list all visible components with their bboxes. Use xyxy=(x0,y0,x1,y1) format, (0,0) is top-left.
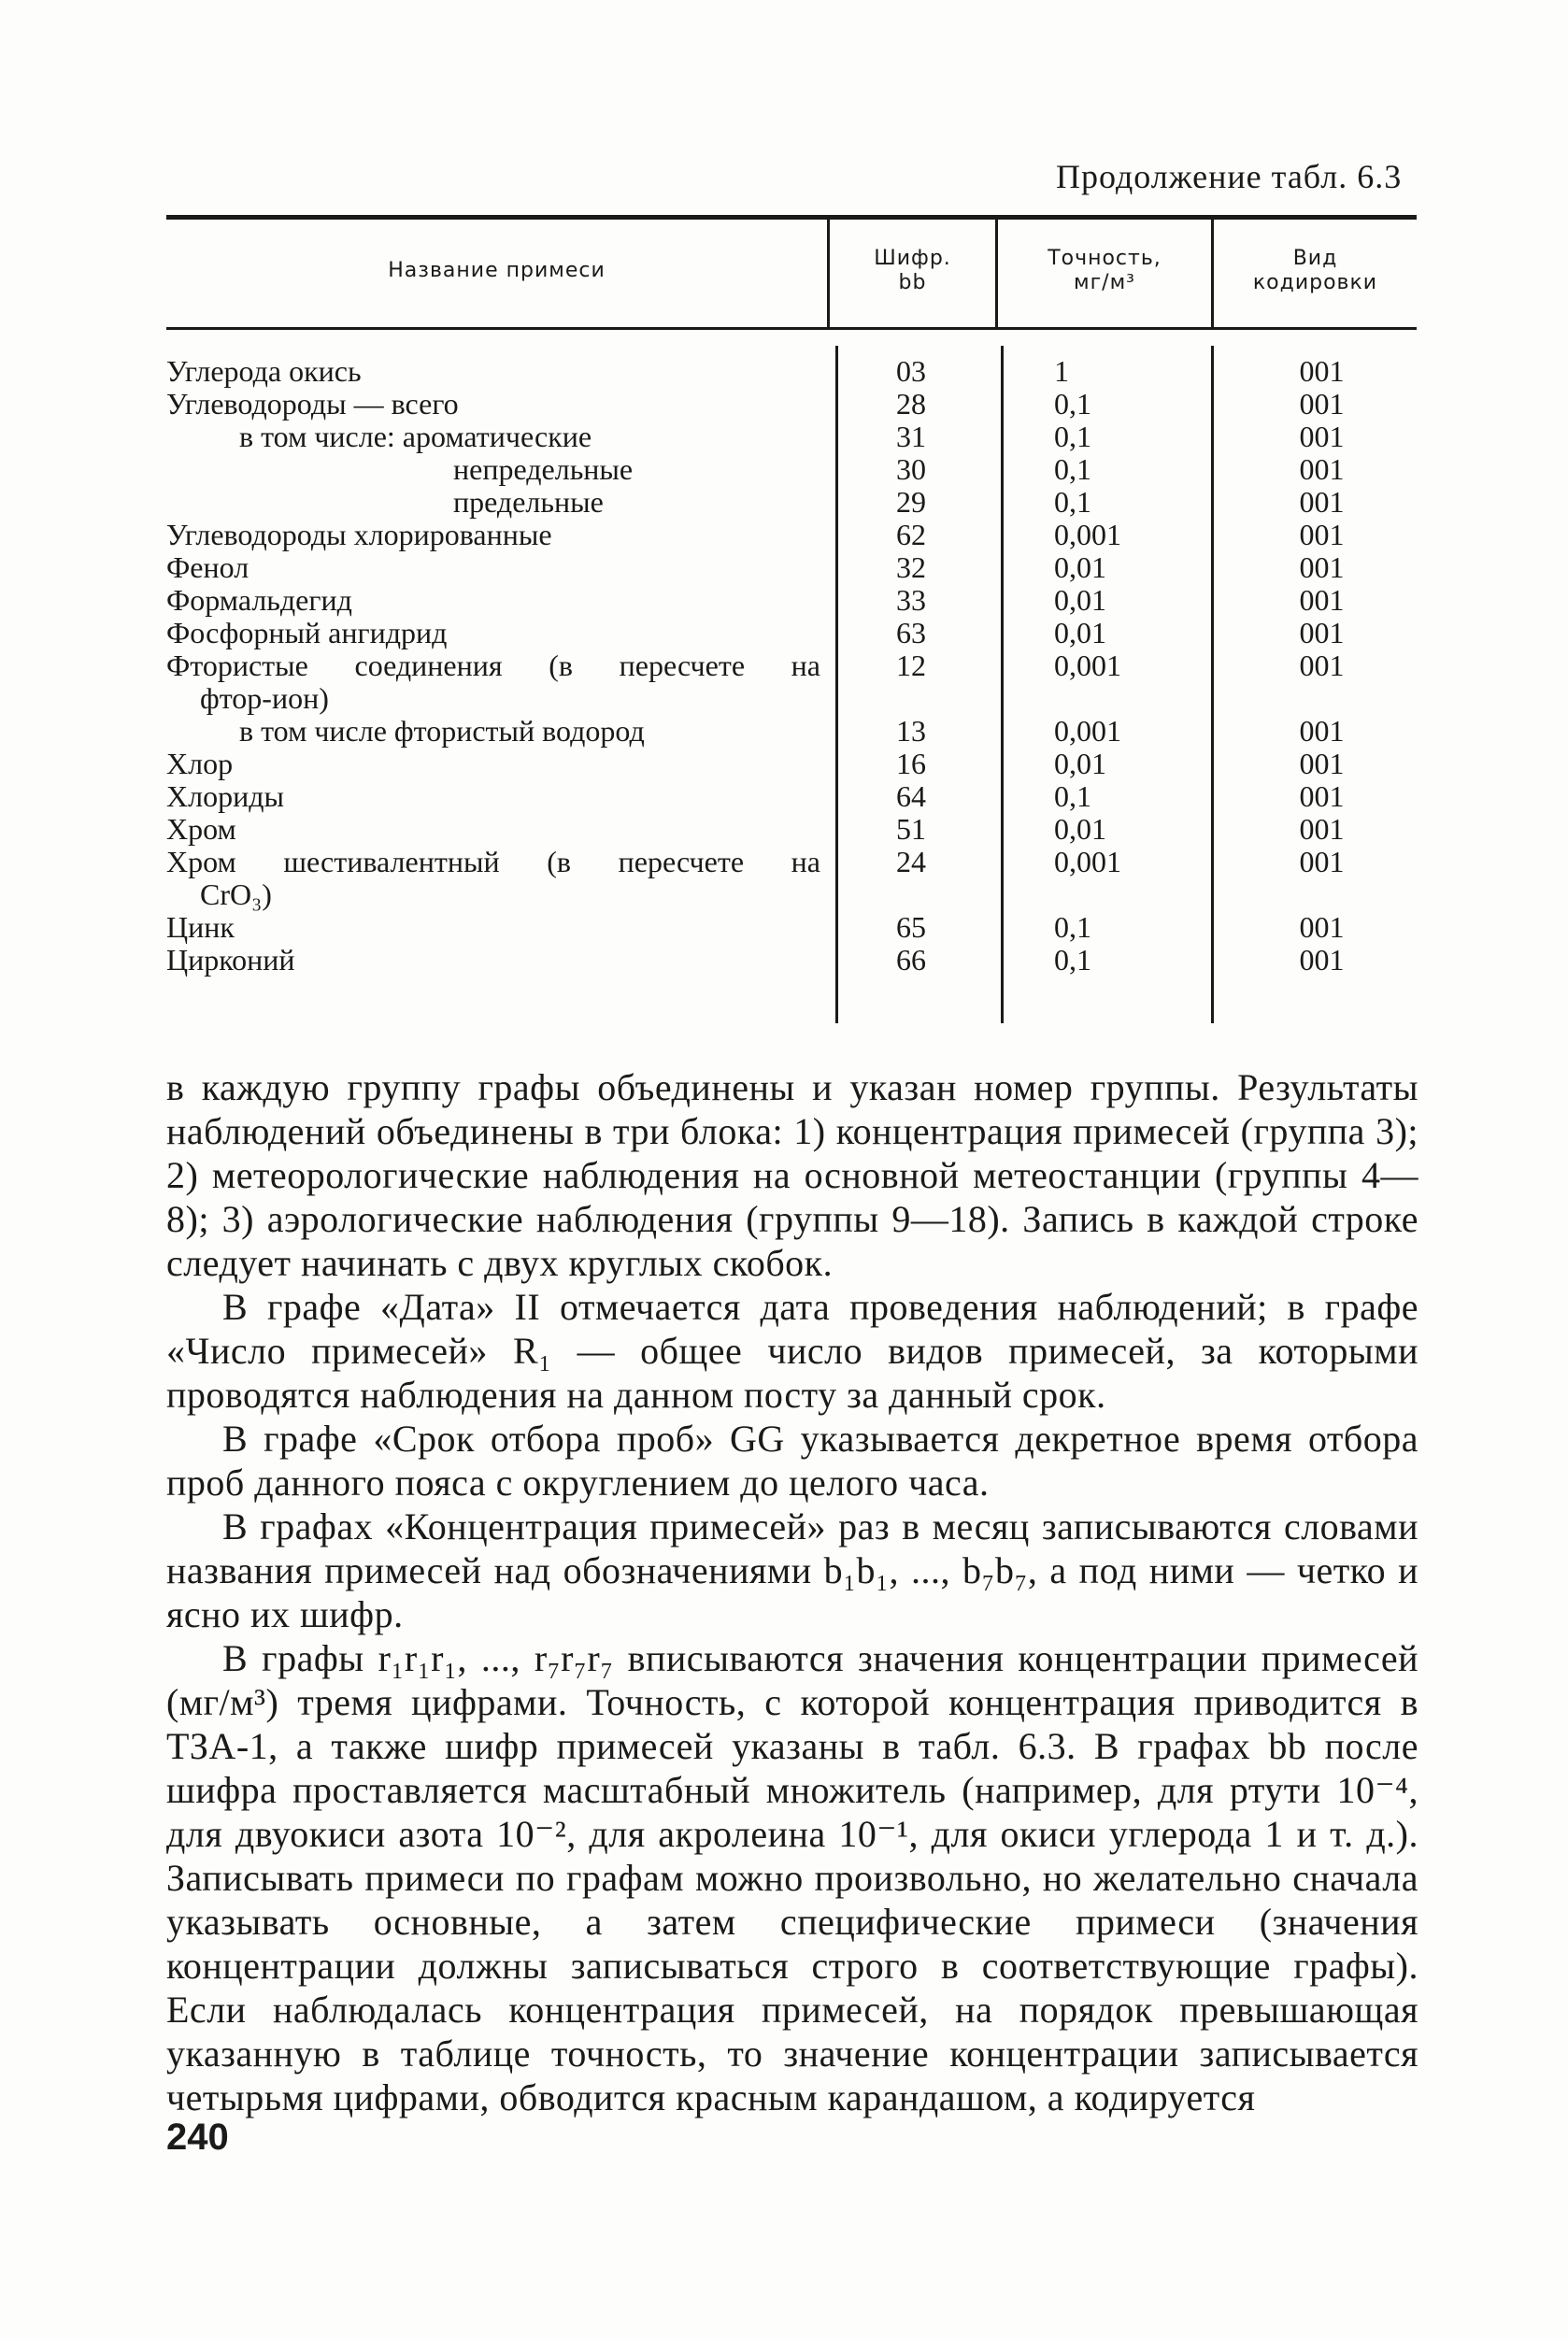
cell-type: 001 xyxy=(1299,518,1345,551)
cell-precision: 0,01 xyxy=(1054,616,1106,649)
cell-code: 13 xyxy=(896,714,926,748)
cell-name: Углеводороды — всего xyxy=(166,387,459,421)
cell-type: 001 xyxy=(1299,420,1345,453)
cell-type: 001 xyxy=(1299,714,1345,748)
cell-type: 001 xyxy=(1299,387,1345,421)
paragraph: В графы r₁r₁r₁, ..., r₇r₇r₇ вписываются значения концентрации примесей (мг/м³) тремя цифрами. Точность, с которой концентрация приводится в ТЗА-1, а также шифр примесей указаны в табл. 6.3. В графах bb после шифра проставляется масштабный множитель (например, для ртути 10⁻⁴, для двуокиси азота 10⁻², для акролеина 10⁻¹, для окиси углерода 1 и т. д.). Записывать примеси по графам можно произвольно, но желательно сначала указывать основные, а затем специфические примеси (значения концентрации должны записываться строго в соответствующие графы). Если наблюдалась концентрация примесей, на порядок превышающая указанную в таблице точность, то значение концентрации записывается четырьмя цифрами, обводится красным карандашом, а кодируется xyxy=(166,1637,1418,2118)
cell-precision: 0,01 xyxy=(1054,583,1106,617)
cell-name: непредельные xyxy=(453,452,634,486)
column-divider xyxy=(1001,346,1004,1023)
cell-code: 63 xyxy=(896,616,926,649)
cell-precision: 0,1 xyxy=(1054,779,1091,813)
cell-name: Углеводороды хлорированные xyxy=(166,518,552,551)
cell-name: Фосфорный ангидрид xyxy=(166,616,448,649)
cell-precision: 0,001 xyxy=(1054,518,1121,551)
cell-code: 62 xyxy=(896,518,926,551)
header-precision xyxy=(998,226,1211,316)
header-precision-line1: Точность, xyxy=(1048,247,1162,270)
cell-code: 03 xyxy=(896,354,926,388)
cell-name: Цирконий xyxy=(166,943,295,977)
cell-type: 001 xyxy=(1299,943,1345,977)
cell-type: 001 xyxy=(1299,583,1345,617)
table-top-rule xyxy=(166,215,1417,220)
cell-name: Фенол xyxy=(166,550,249,584)
cell-type: 001 xyxy=(1299,649,1345,682)
paragraph: в каждую группу графы объединены и указан номер группы. Результаты наблюдений объединены в три блока: 1) концентрация примесей (группа 3); 2) метеорологические наблюдения на основной метеостанции (группы 4—8); 3) аэрологические наблюдения (группы 9—18). Запись в каждой строке следует начинать с двух круглых скобок. xyxy=(166,1066,1418,1284)
cell-precision: 0,01 xyxy=(1054,812,1106,846)
cell-type: 001 xyxy=(1299,845,1345,878)
cell-name: Хлориды xyxy=(166,779,284,813)
cell-precision: 1 xyxy=(1054,354,1069,388)
cell-precision: 0,01 xyxy=(1054,550,1106,584)
header-code-line2: bb xyxy=(898,271,927,294)
cell-type: 001 xyxy=(1299,812,1345,846)
header-code xyxy=(830,226,995,316)
cell-precision: 0,1 xyxy=(1054,452,1091,486)
cell-type: 001 xyxy=(1299,354,1345,388)
cell-type: 001 xyxy=(1299,550,1345,584)
cell-name: Цинк xyxy=(166,910,235,944)
cell-code: 12 xyxy=(896,649,926,682)
cell-precision: 0,1 xyxy=(1054,485,1091,519)
cell-code: 64 xyxy=(896,779,926,813)
cell-name: Формальдегид xyxy=(166,583,352,617)
cell-code: 66 xyxy=(896,943,926,977)
cell-code: 65 xyxy=(896,910,926,944)
header-bottom-rule xyxy=(166,327,1417,330)
cell-type: 001 xyxy=(1299,747,1345,780)
cell-name-line: Фтористые соединения (в пересчете на xyxy=(166,649,820,682)
cell-precision: 0,1 xyxy=(1054,910,1091,944)
paragraph: В графах «Концентрация примесей» раз в месяц записываются словами названия примесей над обозначениями b₁b₁, ..., b₇b₇, а под ними — четко и ясно их шифр. xyxy=(166,1505,1418,1635)
cell-name: Хлор xyxy=(166,747,234,780)
cell-precision: 0,001 xyxy=(1054,845,1121,878)
cell-code: 51 xyxy=(896,812,926,846)
cell-name: в том числе: ароматические xyxy=(239,420,592,453)
cell-type: 001 xyxy=(1299,485,1345,519)
cell-name: Хром xyxy=(166,812,236,846)
cell-type: 001 xyxy=(1299,910,1345,944)
header-coding-type xyxy=(1214,226,1417,316)
cell-type: 001 xyxy=(1299,779,1345,813)
cell-code: 29 xyxy=(896,485,926,519)
cell-precision: 0,001 xyxy=(1054,649,1121,682)
header-name xyxy=(166,226,827,316)
header-type-line2: кодировки xyxy=(1252,271,1378,294)
cell-code: 33 xyxy=(896,583,926,617)
cell-precision: 0,1 xyxy=(1054,943,1091,977)
cell-name xyxy=(166,846,820,911)
cell-name: предельные xyxy=(453,485,604,519)
body-text xyxy=(166,1065,1418,2119)
paragraph: В графе «Срок отбора проб» GG указывается декретное время отбора проб данного пояса с округлением до целого часа. xyxy=(166,1418,1418,1504)
cell-code: 28 xyxy=(896,387,926,421)
cell-code: 32 xyxy=(896,550,926,584)
header-name-label: Название примеси xyxy=(388,259,606,282)
cell-code: 16 xyxy=(896,747,926,780)
cell-type: 001 xyxy=(1299,452,1345,486)
cell-precision: 0,01 xyxy=(1054,747,1106,780)
table-caption: Продолжение табл. 6.3 xyxy=(1056,158,1403,195)
cell-precision: 0,1 xyxy=(1054,420,1091,453)
cell-name-line: Хром шестивалентный (в пересчете на xyxy=(166,845,820,878)
paragraph: В графе «Дата» II отмечается дата проведения наблюдений; в графе «Число примесей» R₁ — общее число видов примесей, за которыми проводятся наблюдения на данном посту за данный срок. xyxy=(166,1286,1418,1416)
header-precision-line2: мг/м³ xyxy=(1074,271,1135,294)
cell-name-continuation: фтор-ион) xyxy=(200,681,329,715)
header-type-line1: Вид xyxy=(1292,247,1338,270)
cell-name: Углерода окись xyxy=(166,354,362,388)
cell-code: 31 xyxy=(896,420,926,453)
cell-name: в том числе фтористый водород xyxy=(239,714,645,748)
cell-code: 30 xyxy=(896,452,926,486)
cell-name-continuation: CrO₃) xyxy=(200,877,272,911)
cell-name xyxy=(166,649,820,715)
page-number: 240 xyxy=(166,2117,229,2158)
cell-precision: 0,1 xyxy=(1054,387,1091,421)
impurities-table xyxy=(166,215,1417,1028)
cell-type: 001 xyxy=(1299,616,1345,649)
cell-code: 24 xyxy=(896,845,926,878)
cell-precision: 0,001 xyxy=(1054,714,1121,748)
header-code-line1: Шифр. xyxy=(874,247,951,270)
